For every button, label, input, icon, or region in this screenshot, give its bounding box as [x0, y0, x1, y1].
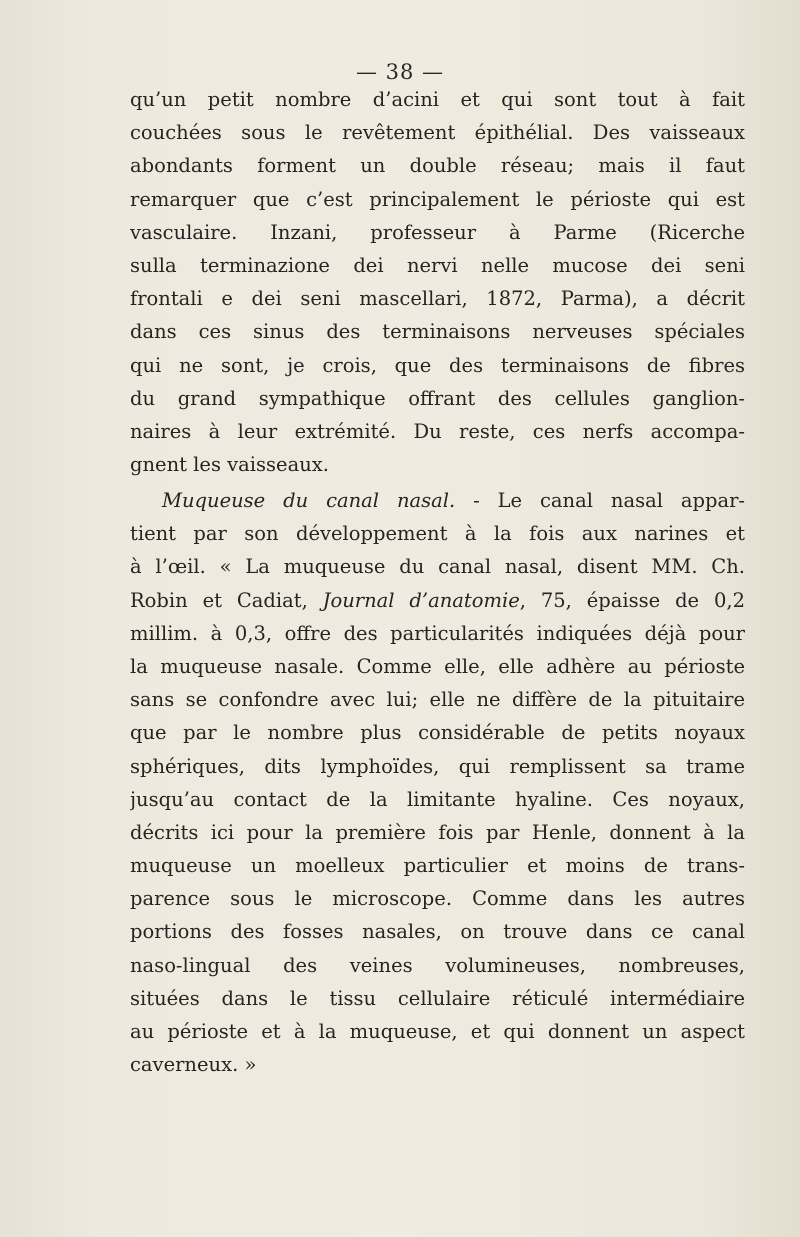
- text-line: caverneux. »: [130, 1053, 257, 1077]
- text-line: naires à leur extrémité. Du reste, ces nerfs accompa-: [130, 419, 745, 443]
- page-number: — 38 —: [355, 60, 445, 84]
- text-line: à l’œil. « La muqueuse du canal nasal, disent MM. Ch.: [130, 555, 745, 579]
- text-line: [130, 584, 745, 617]
- text-line: parence sous le microscope. Comme dans les autres: [130, 887, 745, 911]
- text-line: au périoste et à la muqueuse, et qui donnent un aspect: [130, 1020, 745, 1043]
- section-heading: Muqueuse du canal nasal.: [162, 489, 456, 512]
- text-line: sans se confondre avec lui; elle ne diffère de la pituitaire: [130, 688, 745, 712]
- text-line: sulla terminazione dei nervi nelle mucose dei seni: [130, 253, 745, 277]
- text-line: muqueuse un moelleux particulier et moins de trans-: [130, 854, 745, 878]
- paragraph-1: [130, 83, 745, 481]
- text-line: naso-lingual des veines volumineuses, nombreuses,: [130, 953, 745, 977]
- text-line: du grand sympathique offrant des cellules ganglion-: [130, 386, 745, 410]
- text-line: qu’un petit nombre d’acini et qui sont tout à fait: [130, 88, 745, 111]
- text-line: situées dans le tissu cellulaire réticulé intermédiaire: [130, 986, 745, 1010]
- text-line: portions des fosses nasales, on trouve dans ce canal: [130, 920, 745, 944]
- paragraph-2: [130, 484, 745, 1081]
- text-line: qui ne sont, je crois, que des terminaisons de fibres: [130, 353, 745, 377]
- text-line: vasculaire. Inzani, professeur à Parme (Ricerche: [130, 220, 745, 244]
- text-line: abondants forment un double réseau; mais il faut: [130, 154, 745, 178]
- text-line: frontali e dei seni mascellari, 1872, Parma), a décrit: [130, 287, 745, 311]
- text-line: sphériques, dits lymphoïdes, qui remplissent sa trame: [130, 754, 745, 778]
- text-line: remarquer que c’est principalement le périoste qui est: [130, 187, 745, 211]
- heading-continuation: - Le canal nasal appar-: [455, 489, 745, 512]
- text-line: gnent les vaisseaux.: [130, 453, 329, 477]
- text-line: la muqueuse nasale. Comme elle, elle adhère au périoste: [130, 654, 745, 678]
- text-line: couchées sous le revêtement épithélial. Des vaisseaux: [130, 121, 745, 145]
- text-line: millim. à 0,3, offre des particularités indiquées déjà pour: [130, 621, 745, 645]
- citation-authors: Robin et Cadiat,: [130, 588, 323, 612]
- text-line: que par le nombre plus considérable de petits noyaux: [130, 721, 745, 745]
- text-line: jusqu’au contact de la limitante hyaline. Ces noyaux,: [130, 787, 745, 811]
- text-line: décrits ici pour la première fois par Henle, donnent à la: [130, 820, 745, 844]
- text-line: dans ces sinus des terminaisons nerveuses spéciales: [130, 320, 745, 344]
- journal-title: Journal d’anatomie: [322, 588, 520, 612]
- text-line: [130, 484, 745, 517]
- text-line: tient par son développement à la fois aux narines et: [130, 522, 745, 546]
- citation-details: , 75, épaisse de 0,2: [519, 588, 745, 612]
